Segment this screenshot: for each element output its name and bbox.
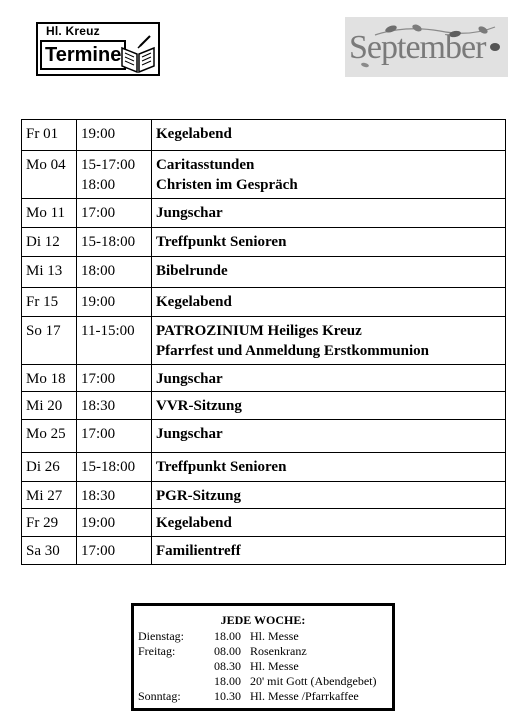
schedule-time	[77, 288, 152, 317]
schedule-time-line: 11-15:00	[81, 323, 135, 339]
schedule-time	[77, 392, 152, 420]
schedule-day: Di 12	[22, 228, 77, 257]
schedule-time-line: 17:00	[81, 205, 116, 221]
schedule-day: Mo 04	[22, 151, 77, 199]
weekly-time: 18.00	[214, 629, 241, 643]
schedule-time-line: 18:00	[81, 177, 116, 193]
weekly-service: Hl. Messe	[250, 659, 299, 673]
schedule-day: Mi 27	[22, 482, 77, 509]
schedule-time	[77, 482, 152, 509]
schedule-day: Di 26	[22, 453, 77, 482]
schedule-time-line: 19:00	[81, 515, 116, 531]
schedule-event-line: Jungschar	[156, 205, 223, 221]
schedule-event	[152, 509, 506, 537]
schedule-time	[77, 120, 152, 151]
schedule-event-line: Pfarrfest und Anmeldung Erstkommunion	[156, 343, 429, 359]
schedule-row	[22, 199, 506, 228]
schedule-day: Mi 13	[22, 257, 77, 288]
schedule-time-line: 15-18:00	[81, 459, 136, 475]
schedule-time-line: 18:00	[81, 263, 116, 279]
weekly-time: 08.30	[214, 659, 241, 673]
schedule-row	[22, 392, 506, 420]
schedule-day: Mo 25	[22, 420, 77, 453]
schedule-time-line: 15-17:00	[81, 157, 136, 173]
schedule-event	[152, 365, 506, 392]
schedule-day: Fr 15	[22, 288, 77, 317]
schedule-event	[152, 199, 506, 228]
schedule-event	[152, 120, 506, 151]
schedule-event	[152, 288, 506, 317]
schedule-time-line: 17:00	[81, 543, 116, 559]
schedule-event	[152, 257, 506, 288]
schedule-time	[77, 509, 152, 537]
weekly-day: Sonntag:	[138, 689, 181, 703]
schedule-time-line: 17:00	[81, 426, 116, 442]
logo-subtitle: Hl. Kreuz	[46, 24, 100, 38]
schedule-event-line: Bibelrunde	[156, 263, 228, 279]
weekly-day: Freitag:	[138, 644, 176, 658]
schedule-event-line: Jungschar	[156, 371, 223, 387]
schedule-time-line: 15-18:00	[81, 234, 136, 250]
schedule-row	[22, 420, 506, 453]
schedule-event-line: PATROZINIUM Heiliges Kreuz	[156, 323, 362, 339]
schedule-day: Mo 11	[22, 199, 77, 228]
schedule-time	[77, 317, 152, 365]
weekly-title: JEDE WOCHE:	[220, 613, 306, 627]
schedule-day: Fr 29	[22, 509, 77, 537]
logo-title: Termine	[40, 40, 126, 70]
weekly-time: 08.00	[214, 644, 241, 658]
schedule-event	[152, 392, 506, 420]
weekly-time: 18.00	[214, 674, 241, 688]
schedule-time	[77, 257, 152, 288]
schedule-event-line: Kegelabend	[156, 294, 232, 310]
schedule-time	[77, 537, 152, 565]
schedule-row	[22, 228, 506, 257]
schedule-event-line: Jungschar	[156, 426, 223, 442]
schedule-row	[22, 120, 506, 151]
schedule-time	[77, 151, 152, 199]
schedule-event	[152, 453, 506, 482]
schedule-event-line: Kegelabend	[156, 126, 232, 142]
schedule-event-line: Treffpunkt Senioren	[156, 234, 287, 250]
schedule-event-line: PGR-Sitzung	[156, 488, 242, 504]
month-banner	[345, 17, 508, 77]
schedule-day: Fr 01	[22, 120, 77, 151]
schedule-row	[22, 257, 506, 288]
schedule-row	[22, 453, 506, 482]
schedule-event-line: Caritasstunden	[156, 157, 255, 173]
schedule-row	[22, 151, 506, 199]
schedule-event	[152, 482, 506, 509]
schedule-time-line: 17:00	[81, 371, 116, 387]
schedule-time	[77, 199, 152, 228]
parish-logo	[36, 22, 160, 76]
weekly-day: Dienstag:	[138, 629, 184, 643]
schedule-time	[77, 365, 152, 392]
weekly-service: Rosenkranz	[250, 644, 307, 658]
weekly-service: Hl. Messe /Pfarrkaffee	[250, 689, 359, 703]
weekly-services-box	[131, 603, 395, 711]
schedule-event	[152, 317, 506, 365]
schedule-event-line: Familientreff	[156, 543, 241, 559]
schedule-event	[152, 228, 506, 257]
schedule-day: So 17	[22, 317, 77, 365]
schedule-time-line: 19:00	[81, 126, 116, 142]
schedule-row	[22, 537, 506, 565]
weekly-service: 20' mit Gott (Abendgebet)	[250, 674, 377, 688]
schedule-event-line: Treffpunkt Senioren	[156, 459, 287, 475]
schedule-time	[77, 453, 152, 482]
schedule-time-line: 18:30	[81, 398, 116, 414]
schedule-day: Sa 30	[22, 537, 77, 565]
event-schedule-table	[21, 119, 506, 565]
schedule-row	[22, 509, 506, 537]
schedule-event	[152, 151, 506, 199]
schedule-event	[152, 420, 506, 453]
open-book-icon	[120, 34, 156, 74]
schedule-event	[152, 537, 506, 565]
schedule-time	[77, 228, 152, 257]
weekly-service: Hl. Messe	[250, 629, 299, 643]
schedule-event-line: Christen im Gespräch	[156, 177, 298, 193]
schedule-event-line: Kegelabend	[156, 515, 232, 531]
schedule-event-line: VVR-Sitzung	[156, 398, 242, 414]
schedule-row	[22, 317, 506, 365]
schedule-time	[77, 420, 152, 453]
month-title: September	[349, 29, 486, 66]
schedule-day: Mo 18	[22, 365, 77, 392]
weekly-time: 10.30	[214, 689, 241, 703]
schedule-row	[22, 482, 506, 509]
schedule-row	[22, 288, 506, 317]
schedule-time-line: 18:30	[81, 488, 116, 504]
schedule-time-line: 19:00	[81, 294, 116, 310]
schedule-row	[22, 365, 506, 392]
schedule-day: Mi 20	[22, 392, 77, 420]
